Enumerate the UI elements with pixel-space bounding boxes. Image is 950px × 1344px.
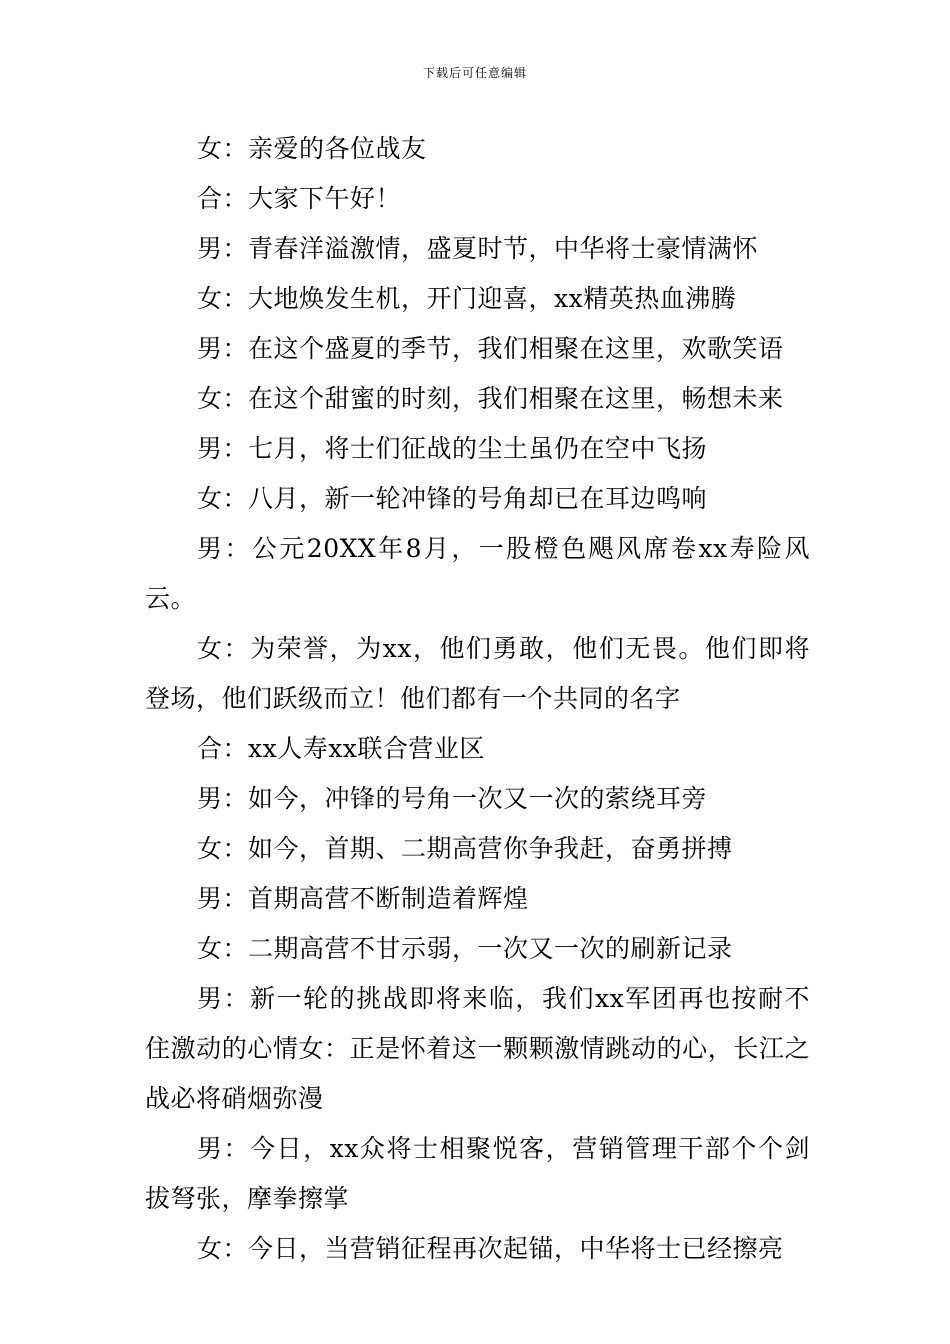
dialogue-line: 女：今日，当营销征程再次起锚，中华将士已经擦亮 bbox=[197, 1234, 784, 1263]
dialogue-line: 女：如今，首期、二期高营你争我赶，奋勇拼搏 bbox=[197, 834, 733, 863]
dialogue-line: 女：大地焕发生机，开门迎喜，xx精英热血沸腾 bbox=[197, 284, 737, 313]
document-body bbox=[145, 124, 810, 1274]
dialogue-line: 女：在这个甜蜜的时刻，我们相聚在这里，畅想未来 bbox=[197, 384, 784, 413]
dialogue-line: 男：七月，将士们征战的尘土虽仍在空中飞扬 bbox=[197, 434, 708, 463]
dialogue-line: 男：在这个盛夏的季节，我们相聚在这里，欢歌笑语 bbox=[197, 334, 784, 363]
page-header-note: 下载后可任意编辑 bbox=[422, 66, 527, 80]
dialogue-line: 合：大家下午好！ bbox=[197, 184, 402, 213]
dialogue-line: 男：如今，冲锋的号角一次又一次的萦绕耳旁 bbox=[197, 784, 708, 813]
dialogue-line: 男：公元20XX年8月，一股橙色飓风席卷xx寿险风云。 bbox=[145, 534, 810, 613]
dialogue-line: 男：今日，xx众将士相聚悦客，营销管理干部个个剑拔弩张，摩拳擦掌 bbox=[145, 1134, 810, 1213]
dialogue-line: 女：二期高营不甘示弱，一次又一次的刷新记录 bbox=[197, 934, 733, 963]
dialogue-line: 男：首期高营不断制造着辉煌 bbox=[197, 884, 529, 913]
dialogue-line: 男：青春洋溢激情，盛夏时节，中华将士豪情满怀 bbox=[197, 234, 759, 263]
dialogue-line: 女：为荣誉，为xx，他们勇敢，他们无畏。他们即将登场，他们跃级而立！他们都有一个共同的名字 bbox=[145, 634, 810, 713]
dialogue-line: 合：xx人寿xx联合营业区 bbox=[197, 734, 485, 763]
dialogue-line: 男：新一轮的挑战即将来临，我们xx军团再也按耐不住激动的心情女：正是怀着这一颗颗激情跳动的心，长江之战必将硝烟弥漫 bbox=[145, 984, 810, 1113]
dialogue-line: 女：八月，新一轮冲锋的号角却已在耳边鸣响 bbox=[197, 484, 708, 513]
dialogue-line: 女：亲爱的各位战友 bbox=[197, 134, 427, 163]
